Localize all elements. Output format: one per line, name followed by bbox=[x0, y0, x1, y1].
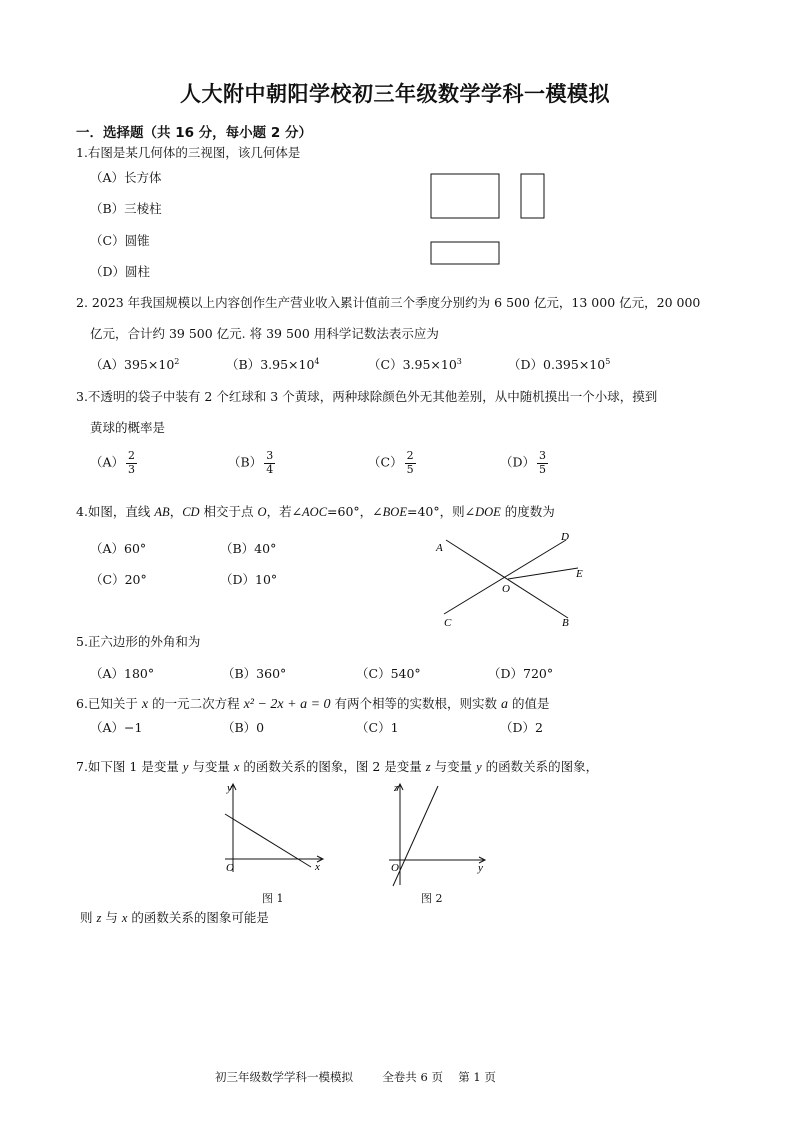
q2-stem-line1: 2. 2023 年我国规模以上内容创作生产营业收入累计值前三个季度分别约为 6 500 亿元，13 000 亿元，20 000 bbox=[76, 295, 701, 310]
q1-stem: 1.右图是某几何体的三视图，该几何体是 bbox=[76, 145, 301, 160]
option-label: （C） bbox=[368, 454, 403, 470]
ray-oe bbox=[508, 568, 578, 579]
denominator: 3 bbox=[128, 462, 136, 476]
origin-label: O bbox=[391, 862, 399, 874]
q4-stem bbox=[76, 502, 555, 520]
stem-text: 与变量 bbox=[188, 759, 234, 774]
q1-option-a[interactable]: （A）长方体 bbox=[90, 170, 162, 185]
q3-option-a[interactable] bbox=[90, 450, 137, 476]
denominator: 4 bbox=[266, 462, 274, 476]
q2-option-c[interactable] bbox=[368, 355, 462, 373]
numerator: 3 bbox=[539, 449, 547, 462]
option-label: （B） bbox=[226, 357, 261, 372]
stem-text: ， bbox=[169, 504, 183, 519]
stem-var: z bbox=[425, 760, 431, 774]
q4-option-a[interactable]: （A）60° bbox=[90, 541, 147, 556]
stem-text: 的函数关系的图象， bbox=[481, 759, 599, 774]
front-view-rect bbox=[431, 174, 499, 218]
stem-text: 4.如图，直线 bbox=[76, 504, 155, 519]
option-base: 3.95×10 bbox=[260, 357, 315, 372]
page-footer bbox=[215, 1069, 496, 1085]
line-cd bbox=[444, 540, 566, 614]
stem-text: 7.如下图 1 是变量 bbox=[76, 759, 183, 774]
q1-three-view-figure bbox=[425, 168, 555, 268]
q7-figure-1-caption: 图 1 bbox=[262, 892, 284, 905]
footer-total-pages: 全卷共 6 页 bbox=[382, 1070, 443, 1084]
numerator: 2 bbox=[128, 449, 136, 462]
section-heading: 一．选择题（共 16 分，每小题 2 分） bbox=[76, 125, 312, 141]
option-base: 3.95×10 bbox=[402, 357, 457, 372]
fraction bbox=[405, 450, 416, 476]
denominator: 5 bbox=[539, 462, 547, 476]
stem-var: y bbox=[476, 760, 482, 774]
stem-var: x bbox=[121, 911, 128, 925]
option-exponent: 2 bbox=[174, 356, 180, 366]
footer-subject: 初三年级数学学科一模模拟 bbox=[215, 1070, 353, 1084]
page-title: 人大附中朝阳学校初三年级数学学科一模模拟 bbox=[180, 82, 610, 106]
fraction bbox=[537, 450, 548, 476]
stem-var: CD bbox=[182, 505, 200, 519]
numerator: 3 bbox=[266, 449, 274, 462]
stem-var: AB bbox=[154, 505, 170, 519]
option-label: （D） bbox=[508, 357, 544, 372]
option-label: （C） bbox=[368, 357, 403, 372]
point-label-c: C bbox=[444, 617, 452, 629]
q2-option-a[interactable] bbox=[90, 355, 179, 373]
line-ab bbox=[446, 540, 568, 618]
q2-option-d[interactable] bbox=[508, 355, 610, 373]
q6-option-b[interactable]: （B）0 bbox=[222, 720, 265, 735]
point-label-e: E bbox=[576, 568, 583, 580]
stem-text: =40°，则∠ bbox=[406, 504, 476, 519]
option-base: 0.395×10 bbox=[543, 357, 606, 372]
stem-text: ，若∠ bbox=[266, 504, 303, 519]
q6-option-a[interactable]: （A）−1 bbox=[90, 720, 143, 735]
stem-text: 6.已知关于 bbox=[76, 696, 142, 711]
equation: x² − 2x + a = 0 bbox=[243, 697, 331, 712]
stem-var: y bbox=[182, 760, 189, 774]
top-view-rect bbox=[431, 242, 499, 264]
stem-text: 相交于点 bbox=[199, 504, 258, 519]
fraction bbox=[126, 450, 137, 476]
option-label: （D） bbox=[500, 454, 536, 470]
q1-option-c[interactable]: （C）圆锥 bbox=[90, 233, 150, 248]
q5-option-a[interactable]: （A）180° bbox=[90, 666, 155, 681]
q3-stem-line1: 3.不透明的袋子中装有 2 个红球和 3 个黄球，两种球除颜色外无其他差别，从中随机摸出一个小球，摸到 bbox=[76, 389, 658, 404]
q7-stem bbox=[76, 757, 598, 775]
stem-text: =60°，∠ bbox=[327, 504, 383, 519]
origin-label: O bbox=[226, 862, 234, 874]
stem-var: a bbox=[501, 697, 508, 712]
option-exponent: 4 bbox=[314, 356, 320, 366]
point-label-a: A bbox=[436, 542, 443, 554]
stem-var: BOE bbox=[382, 505, 407, 519]
stem-var: z bbox=[96, 911, 102, 925]
q3-option-d[interactable] bbox=[500, 450, 548, 476]
q5-stem: 5.正六边形的外角和为 bbox=[76, 634, 201, 649]
q7-figure-2 bbox=[385, 780, 490, 892]
q1-option-b[interactable]: （B）三棱柱 bbox=[90, 201, 162, 216]
q4-option-b[interactable]: （B）40° bbox=[220, 541, 277, 556]
q4-option-c[interactable]: （C）20° bbox=[90, 572, 147, 587]
q3-option-b[interactable] bbox=[228, 450, 275, 476]
footer-current-page: 第 1 页 bbox=[458, 1070, 496, 1084]
q5-option-d[interactable]: （D）720° bbox=[488, 666, 554, 681]
axis-label-x: x bbox=[315, 861, 320, 873]
fraction bbox=[264, 450, 275, 476]
stem-text: 的函数关系的图象可能是 bbox=[127, 910, 269, 925]
q3-stem-line2: 黄球的概率是 bbox=[90, 420, 166, 435]
stem-text: 则 bbox=[80, 910, 97, 925]
denominator: 5 bbox=[406, 462, 414, 476]
q2-stem-line2: 亿元，合计约 39 500 亿元. 将 39 500 用科学记数法表示应为 bbox=[90, 326, 439, 341]
stem-text: 的度数为 bbox=[500, 504, 555, 519]
q7-tail bbox=[80, 908, 269, 926]
stem-var: x bbox=[233, 760, 240, 774]
q6-option-d[interactable]: （D）2 bbox=[500, 720, 543, 735]
option-label: （B） bbox=[228, 454, 263, 470]
stem-text: 的值是 bbox=[508, 696, 550, 711]
stem-var: DOE bbox=[475, 505, 501, 519]
stem-text: 的函数关系的图象，图 2 是变量 bbox=[239, 759, 426, 774]
q7-figure-2-caption: 图 2 bbox=[421, 892, 443, 905]
option-label: （A） bbox=[90, 357, 125, 372]
q1-option-d[interactable]: （D）圆柱 bbox=[90, 264, 151, 279]
point-label-d: D bbox=[561, 531, 569, 543]
stem-text: 的一元二次方程 bbox=[148, 696, 244, 711]
option-exponent: 5 bbox=[605, 356, 611, 366]
q7-figure-1 bbox=[215, 780, 330, 880]
axis-label-z: z bbox=[394, 782, 399, 794]
option-label: （A） bbox=[90, 454, 125, 470]
q4-intersecting-lines-figure bbox=[430, 528, 590, 630]
stem-text: 与 bbox=[101, 910, 122, 925]
option-base: 395×10 bbox=[124, 357, 175, 372]
option-exponent: 3 bbox=[456, 356, 462, 366]
side-view-rect bbox=[521, 174, 544, 218]
stem-text: 有两个相等的实数根，则实数 bbox=[330, 696, 501, 711]
axis-label-y: y bbox=[478, 862, 483, 874]
stem-var: AOC bbox=[302, 505, 328, 519]
stem-var: O bbox=[257, 505, 267, 519]
q2-option-b[interactable] bbox=[226, 355, 320, 373]
point-label-b: B bbox=[562, 617, 569, 629]
q6-stem bbox=[76, 694, 549, 713]
q6-option-c[interactable]: （C）1 bbox=[356, 720, 399, 735]
numerator: 2 bbox=[406, 449, 414, 462]
stem-var: x bbox=[141, 697, 149, 712]
point-label-o: O bbox=[502, 583, 510, 595]
axis-label-y: y bbox=[227, 782, 232, 794]
q4-option-d[interactable]: （D）10° bbox=[220, 572, 278, 587]
q5-option-c[interactable]: （C）540° bbox=[356, 666, 421, 681]
stem-text: 与变量 bbox=[430, 759, 477, 774]
q3-option-c[interactable] bbox=[368, 450, 416, 476]
q5-option-b[interactable]: （B）360° bbox=[222, 666, 287, 681]
